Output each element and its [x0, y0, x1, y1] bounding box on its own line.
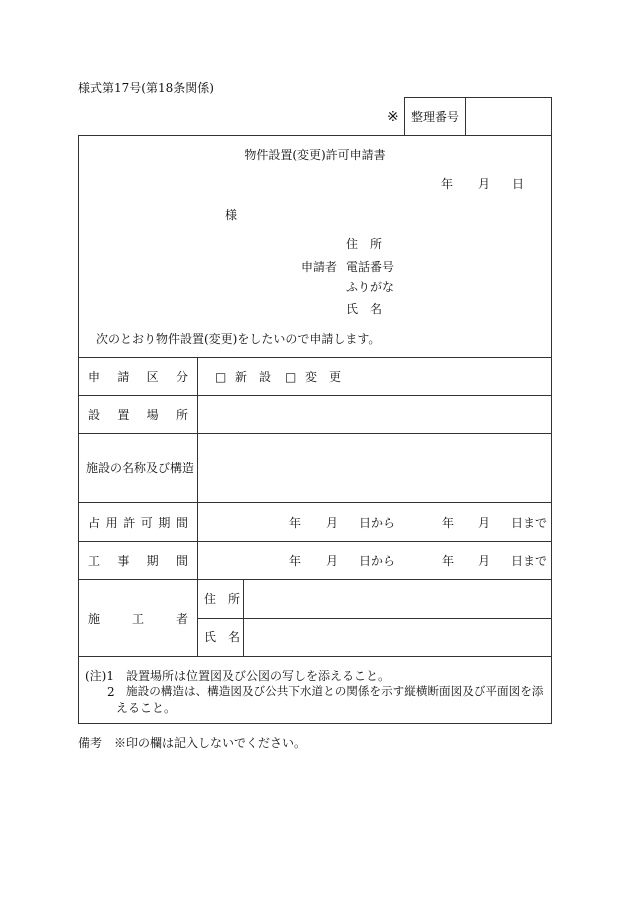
row-line [78, 656, 552, 657]
option-change-label: 変 更 [305, 370, 342, 384]
occupancy-from-year: 年 [289, 516, 302, 530]
occupancy-to-day: 日まで [511, 516, 548, 530]
date-month: 月 [478, 177, 491, 191]
checkbox-new[interactable]: □ [215, 370, 227, 384]
row-label-application-type: 申 請 区 分 [88, 370, 188, 384]
applicant-furigana-label: ふりがな [346, 280, 395, 294]
note-item-2-number: 2 [107, 685, 115, 699]
reference-divider [465, 97, 466, 136]
row-label-contractor: 施 工 者 [88, 612, 188, 626]
construction-to-month: 月 [478, 554, 491, 568]
label-column-divider [197, 357, 198, 656]
option-new-label: 新 設 [235, 370, 272, 384]
remarks: 備考 ※印の欄は記入しないでください。 [78, 736, 307, 750]
applicant-phone-label: 電話番号 [346, 260, 395, 274]
row-line [78, 395, 552, 396]
row-label-location: 設 置 場 所 [88, 408, 188, 422]
note-item-2-line1: 施設の構造は、構造図及び公共下水道との関係を示す縦横断面図及び平面図を添 [126, 684, 544, 698]
row-line [78, 541, 552, 542]
contractor-sub-divider [243, 579, 244, 656]
addressee-suffix: 様 [225, 208, 238, 222]
note-item-1: 設置場所は位置図及び公図の写しを添えること。 [126, 669, 391, 683]
checkbox-change[interactable]: □ [285, 370, 297, 384]
occupancy-from-month: 月 [326, 516, 339, 530]
form-title: 物件設置(変更)許可申請書 [244, 148, 386, 162]
asterisk-mark: ※ [387, 109, 399, 125]
occupancy-from-day: 日から [359, 516, 396, 530]
form-number: 様式第17号(第18条関係) [78, 81, 214, 95]
construction-from-day: 日から [359, 554, 396, 568]
row-line [78, 579, 552, 580]
applicant-address-label: 住 所 [346, 237, 383, 251]
construction-from-month: 月 [326, 554, 339, 568]
row-line [197, 618, 552, 619]
row-line [78, 357, 552, 358]
construction-to-day: 日まで [511, 554, 548, 568]
applicant-role-label: 申請者 [301, 260, 338, 274]
applicant-name-label: 氏 名 [346, 302, 383, 316]
notes-prefix: (注)1 [85, 669, 114, 683]
row-label-facility: 施設の名称及び構造 [86, 461, 195, 475]
row-label-occupancy-period: 占 用 許 可 期 間 [88, 516, 188, 530]
reference-label: 整理番号 [411, 110, 460, 124]
row-line [78, 433, 552, 434]
intro-sentence: 次のとおり物件設置(変更)をしたいので申請します。 [96, 332, 381, 346]
construction-to-year: 年 [442, 554, 455, 568]
occupancy-to-month: 月 [478, 516, 491, 530]
contractor-name-label: 氏 名 [204, 630, 241, 644]
row-line [78, 502, 552, 503]
note-item-2-line2: えること。 [116, 701, 177, 715]
contractor-address-label: 住 所 [204, 592, 241, 606]
row-label-construction-period: 工 事 期 間 [88, 554, 188, 568]
application-form-frame [78, 135, 552, 724]
date-year: 年 [441, 177, 454, 191]
construction-from-year: 年 [289, 554, 302, 568]
occupancy-to-year: 年 [442, 516, 455, 530]
date-day: 日 [512, 177, 525, 191]
